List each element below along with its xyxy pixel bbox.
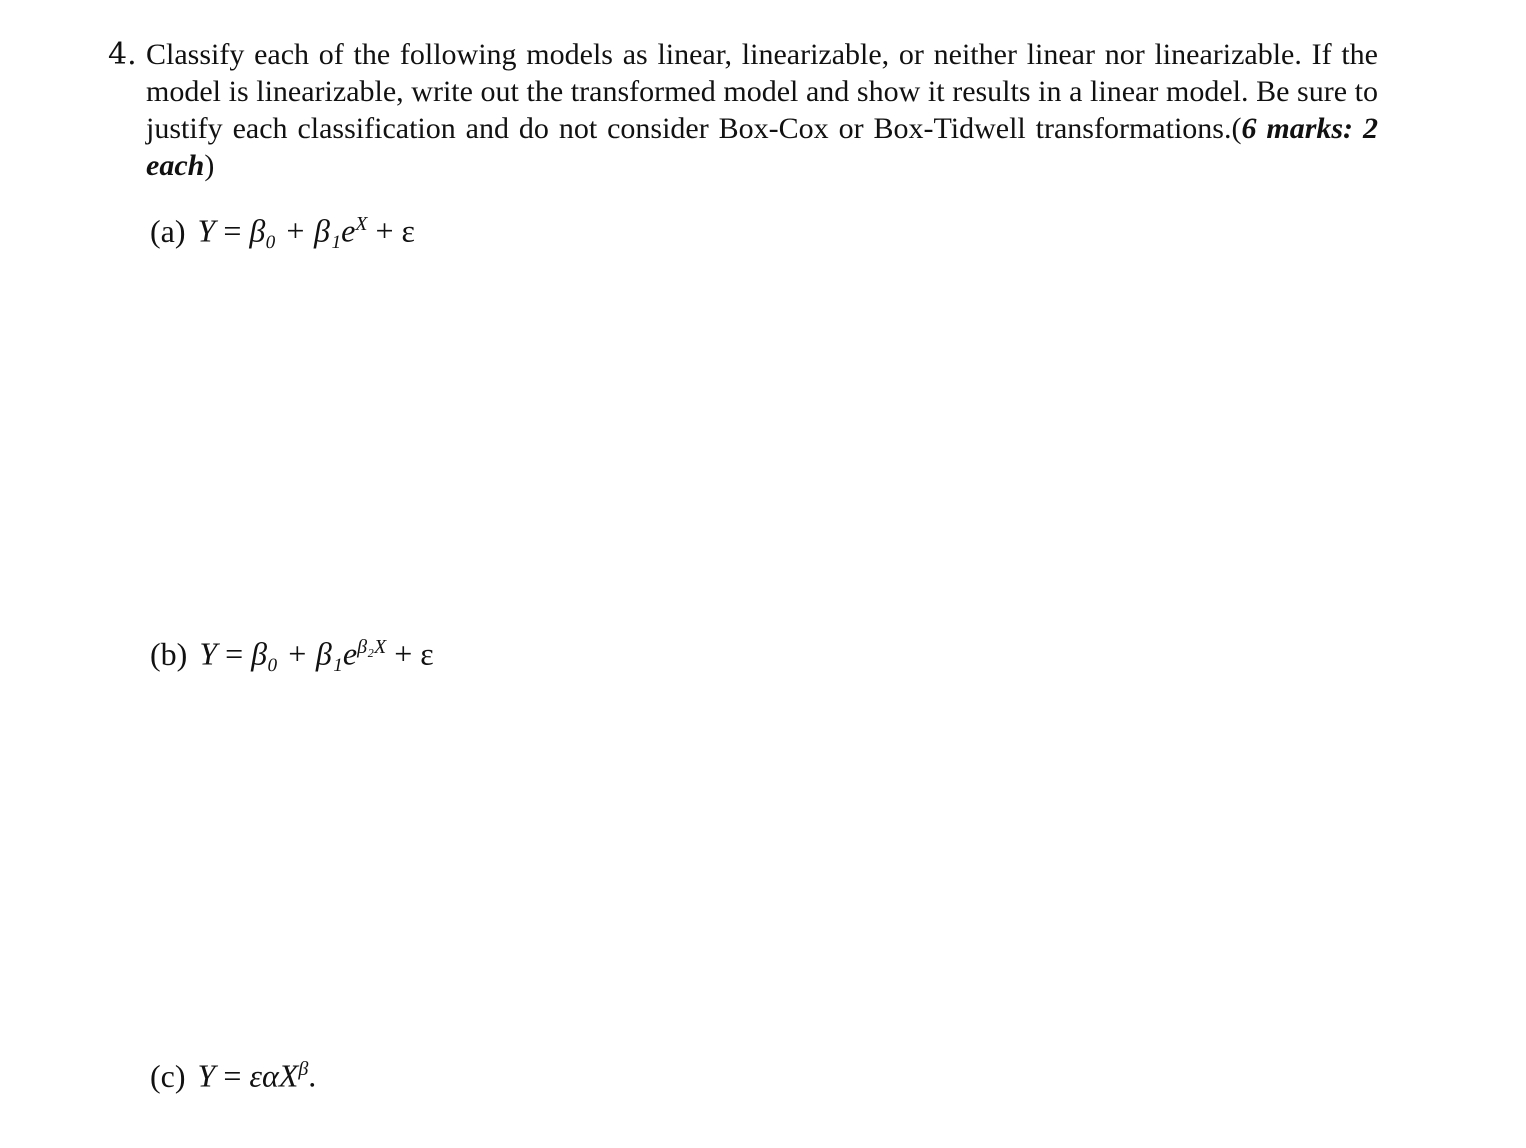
question-4 <box>108 36 1378 184</box>
part-b-label: (b) <box>150 635 188 672</box>
part-a <box>150 204 415 251</box>
part-b-exponent: β₂X <box>357 636 387 658</box>
part-a-answer-space[interactable] <box>150 260 1376 600</box>
part-b <box>150 627 434 674</box>
part-a-exponent: X <box>355 213 368 235</box>
question-number: 4. <box>108 37 137 72</box>
part-c <box>150 1049 316 1096</box>
part-c-lhs: Y <box>197 1057 216 1094</box>
part-a-tail: + ε <box>367 212 415 249</box>
part-b-rhs: β₀ + β₁e <box>251 635 358 672</box>
part-c-exponent: β <box>298 1058 309 1080</box>
part-c-rhs: εαX <box>249 1057 299 1094</box>
part-b-equals: = <box>217 635 252 672</box>
question-text: Classify each of the following models as linear, linearizable, or neither linear nor linearizable. If the model is linearizable, write out the transformed model and show it results in a linear model. Be sure to justify each classification and do not consider Box-Cox or Box-Tidwell transformations. <box>146 38 1378 145</box>
part-a-rhs: β₀ + β₁e <box>249 212 356 249</box>
part-c-tail: . <box>308 1057 317 1094</box>
question-text-block <box>146 36 1378 184</box>
part-c-label: (c) <box>150 1057 186 1094</box>
part-b-answer-space[interactable] <box>150 684 1376 1024</box>
marks-open-paren: ( <box>1231 112 1242 145</box>
part-a-equals: = <box>215 212 250 249</box>
part-b-lhs: Y <box>199 635 218 672</box>
marks-close-paren: ) <box>204 149 215 182</box>
marks-label: 6 marks: 2 each <box>146 112 1378 182</box>
part-c-equals: = <box>215 1057 250 1094</box>
part-b-tail: + ε <box>386 635 434 672</box>
part-a-label: (a) <box>150 212 186 249</box>
part-a-lhs: Y <box>197 212 216 249</box>
